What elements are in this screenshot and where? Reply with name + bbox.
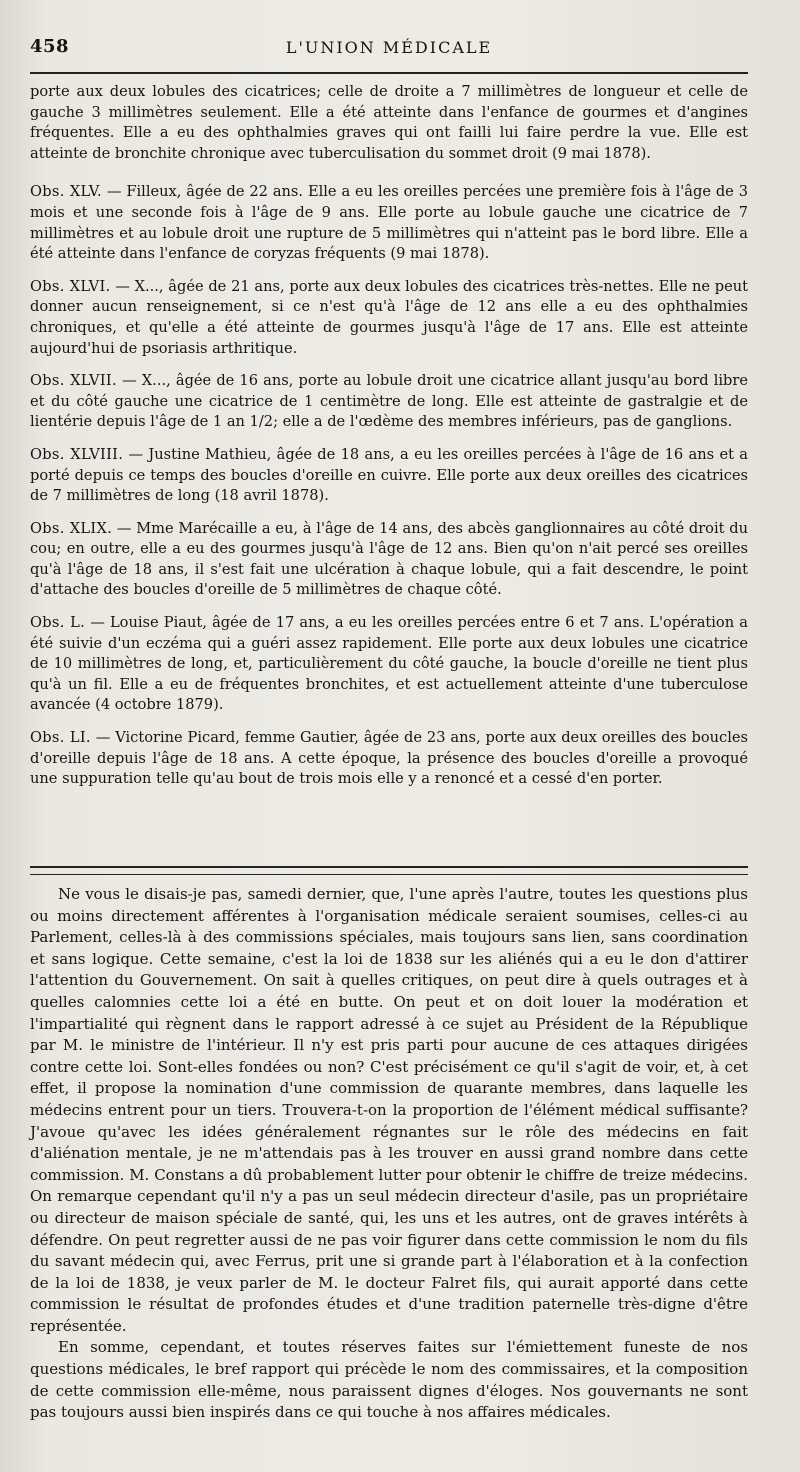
observation-text: — Filleux, âgée de 22 ans. Elle a eu les oreilles percées une première fois à l'âge de 3 mois et une seconde fois à l'âge de 9 ans. Elle porte au lobule gauche une cicatrice de 7 millimètres et au lobule droit une rupture de 5 millimètres qui n'atteint pas le bord libre. Elle a été atteinte dans l'enfance de coryzas fréquents (9 mai 1878).	[30, 183, 748, 263]
observation-li	[30, 728, 748, 790]
header-rule	[30, 72, 748, 74]
observation-xlviii	[30, 445, 748, 507]
observation-label: Obs. XLVI.	[30, 277, 111, 295]
commentary-paragraph: Ne vous le disais-je pas, samedi dernier, que, l'une après l'autre, toutes les questions plus ou moins directement afférentes à l'organisation médicale seraient soumises, celles-ci au Parlement, celles-là à des commissions spéciales, mais toujours sans lien, sans coordination et sans logique. Cette semaine, c'est la loi de 1838 sur les aliénés qui a eu le don d'attirer l'attention du Gouvernement. On sait à quelles critiques, on peut dire à quels outrages et à quelles calomnies cette loi a été en butte. On peut et on doit louer la modération et l'impartialité qui règnent dans le rapport adressé à ce sujet au Président de la République par M. le ministre de l'intérieur. Il n'y est pris parti pour aucune de ces attaques dirigées contre cette loi. Sont-elles fondées ou non? C'est précisément ce qu'il s'agit de voir, et, à cet effet, il propose la nomination d'une commission de quarante membres, dans laquelle les médecins entrent pour un tiers. Trouvera-t-on la proportion de l'élément médical suffisante? J'avoue qu'avec les idées généralement régnantes sur le rôle des médecins en fait d'aliénation mentale, je ne m'attendais pas à les trouver en aussi grand nombre dans cette commission. M. Constans a dû probablement lutter pour obtenir le chiffre de treize médecins. On remarque cependant qu'il n'y a pas un seul médecin directeur d'asile, pas un propriétaire ou directeur de maison spéciale de santé, qui, les uns et les autres, ont de graves intérêts à défendre. On peut regretter aussi de ne pas voir figurer dans cette commission le nom du fils du savant médecin qui, avec Ferrus, prit une si grande part à l'élaboration et à la confection de la loi de 1838, je veux parler de M. le docteur Falret fils, qui aurait apporté dans cette commission le résultat de profondes études et d'une tradition paternelle très-digne d'être représentée.	[30, 885, 748, 1335]
commentary-section	[30, 884, 748, 1424]
commentary-paragraph: En somme, cependant, et toutes réserves faites sur l'émiettement funeste de nos questions médicales, le bref rapport qui précède le nom des commissaires, et la composition de cette commission elle-même, nous paraissent dignes d'éloges. Nos gouvernants ne sont pas toujours aussi bien inspirés dans ce qui touche à nos affaires médicales.	[30, 1338, 748, 1422]
observation-text: — X..., âgée de 21 ans, porte aux deux lobules des cicatrices très-nettes. Elle ne peut donner aucun renseignement, si ce n'est qu'à l'âge de 12 ans elle a eu des ophthalmies chroniques, et qu'elle a été atteinte de gourmes jusqu'à l'âge de 17 ans. Elle est atteinte aujourd'hui de psoriasis arthritique.	[30, 277, 748, 357]
observations-section	[30, 82, 748, 802]
observation-label: Obs. XLIX.	[30, 519, 113, 537]
observation-text: — Louise Piaut, âgée de 17 ans, a eu les oreilles percées entre 6 et 7 ans. L'opération a été suivie d'un eczéma qui a guéri assez rapidement. Elle porte aux deux lobules une cicatrice de 10 millimètres de long, et, particulièrement du côté gauche, la boucle d'oreille ne tient plus qu'à un fil. Elle a eu de fréquentes bronchites, et est actuellement atteinte d'une tuberculose avancée (4 octobre 1879).	[30, 614, 748, 714]
page-number: 458	[30, 36, 70, 57]
observation-xlix	[30, 519, 748, 601]
observation-label: Obs. XLV.	[30, 183, 102, 201]
observation-label: Obs. L.	[30, 614, 86, 632]
observation-text: — Mme Marécaille a eu, à l'âge de 14 ans, des abcès ganglionnaires au côté droit du cou; en outre, elle a eu des gourmes jusqu'à l'âge de 12 ans. Bien qu'on n'ait percé ses oreilles qu'à l'âge de 18 ans, il s'est fait une ulcération à chaque lobule, qui a fait descendre, le point d'attache des boucles d'oreille de 5 millimètres de chaque côté.	[30, 519, 748, 599]
observation-label: Obs. XLVII.	[30, 372, 117, 390]
observation-continuation	[30, 82, 748, 164]
observation-text: — X..., âgée de 16 ans, porte au lobule droit une cicatrice allant jusqu'au bord libre et du côté gauche une cicatrice de 1 centimètre de long. Elle est atteinte de gastralgie et de lientérie depuis l'âge de 1 an 1/2; elle a de l'œdème des membres inférieurs, pas de ganglions.	[30, 372, 748, 431]
observation-xlv	[30, 182, 748, 264]
observation-text: — Victorine Picard, femme Gautier, âgée de 23 ans, porte aux deux oreilles des boucles d'oreille depuis l'âge de 18 ans. A cette époque, la présence des boucles d'oreille a provoqué une suppuration telle qu'au bout de trois mois elle y a renoncé et a cessé d'en porter.	[30, 729, 748, 788]
observation-text: porte aux deux lobules des cicatrices; celle de droite a 7 millimètres de longueur et celle de gauche 3 millimètres seulement. Elle a été atteinte dans l'enfance de gourmes et d'angines fréquentes. Elle a eu des ophthalmies graves qui ont failli lui faire perdre la vue. Elle est atteinte de bronchite chronique avec tuberculisation du sommet droit (9 mai 1878).	[30, 83, 748, 162]
observation-xlvi	[30, 277, 748, 359]
observation-text: — Justine Mathieu, âgée de 18 ans, a eu les oreilles percées à l'âge de 16 ans et a porté depuis ce temps des boucles d'oreille en cuivre. Elle porte aux deux oreilles des cicatrices de 7 millimètres de long (18 avril 1878).	[30, 445, 748, 505]
observation-label: Obs. LI.	[30, 729, 91, 747]
observation-l	[30, 613, 748, 716]
observation-label: Obs. XLVIII.	[30, 445, 124, 463]
running-head: L'UNION MÉDICALE	[285, 38, 493, 57]
observation-xlvii	[30, 371, 748, 433]
section-separator	[30, 866, 748, 875]
page-header	[30, 36, 748, 62]
